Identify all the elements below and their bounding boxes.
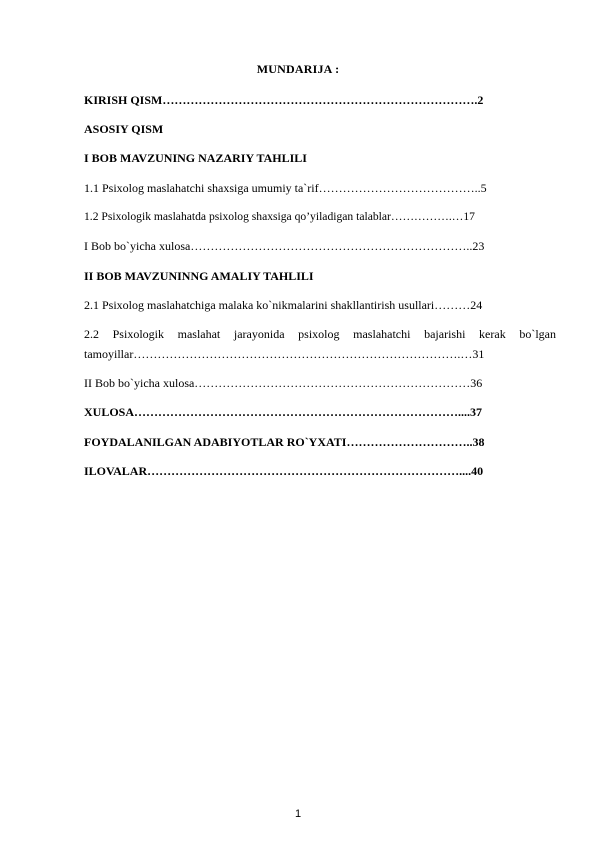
- toc-entry-bob2-xulosa: II Bob bo`yicha xulosa……………………………………………………………36: [84, 376, 483, 390]
- toc-entry-adabiyotlar: FOYDALANILGAN ADABIYOTLAR RO`YXATI…………………………..38: [84, 435, 485, 449]
- toc-title: MUNDARIJA :: [256, 62, 340, 76]
- toc-entry-1-1: 1.1 Psixolog maslahatchi shaxsiga umumiy ta`rif…………………………………..5: [84, 181, 487, 195]
- toc-entry-xulosa: XULOSA………………………………………………………………………....37: [84, 405, 483, 419]
- toc-entry-bob1-xulosa: I Bob bo`yicha xulosa……………………………………………………………..23: [84, 239, 485, 253]
- toc-entry-bob1: I BOB MAVZUNING NAZARIY TAHLILI: [84, 151, 307, 165]
- toc-entry-2-1: 2.1 Psixolog maslahatchiga malaka ko`nikmalarini shakllantirish usullari………24: [84, 298, 483, 312]
- toc-entry-ilovalar: ILOVALAR……………………………………………………………………....40: [84, 464, 484, 478]
- page-number: 1: [294, 808, 302, 820]
- toc-entry-asosiy: ASOSIY QISM: [84, 122, 164, 136]
- toc-entry-2-2-line1: 2.2 Psixologik maslahat jarayonida psixolog maslahatchi bajarishi kerak bo`lgan: [84, 327, 556, 341]
- toc-entry-bob2: II BOB MAVZUNINNG AMALIY TAHLILI: [84, 269, 314, 283]
- toc-entry-1-2: 1.2 Psixologik maslahatda psixolog shaxsiga qo’yiladigan talablar…………….…17: [84, 210, 475, 223]
- toc-entry-2-2-line2: tamoyillar……………………………………………………………………….…31: [84, 347, 485, 361]
- toc-entry-kirish: KIRISH QISM…………………………………………………………………….2: [84, 93, 484, 107]
